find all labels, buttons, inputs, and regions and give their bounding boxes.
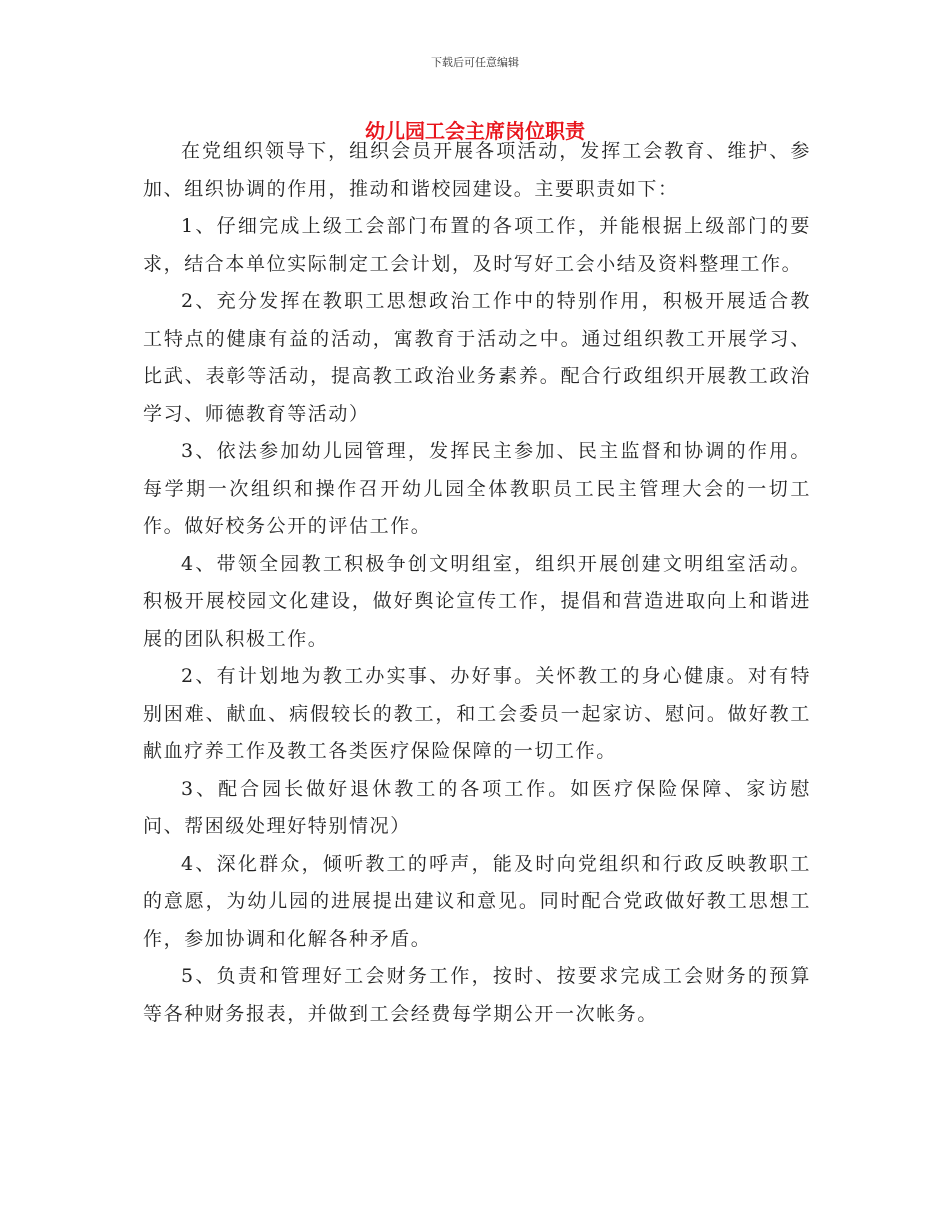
duty-paragraph-1: 1、仔细完成上级工会部门布置的各项工作，并能根据上级部门的要求，结合本单位实际制定工会计划，及时写好工会小结及资料整理工作。: [143, 215, 811, 275]
duty-paragraph-3: 3、依法参加幼儿园管理，发挥民主参加、民主监督和协调的作用。每学期一次组织和操作召开幼儿园全体教职员工民主管理大会的一切工作。做好校务公开的评估工作。: [143, 440, 811, 537]
duty-paragraph-7: 4、深化群众，倾听教工的呼声，能及时向党组织和行政反映教职工的意愿，为幼儿园的进展提出建议和意见。同时配合党政做好教工思想工作，参加协调和化解各种矛盾。: [143, 852, 811, 950]
document-body: [143, 133, 811, 1033]
header-note: 下载后可任意编辑: [431, 56, 519, 69]
intro-paragraph: 在党组织领导下，组织会员开展各项活动，发挥工会教育、维护、参加、组织协调的作用，推动和谐校园建设。主要职责如下：: [143, 140, 811, 200]
duty-paragraph-4: 4、带领全园教工积极争创文明组室，组织开展创建文明组室活动。积极开展校园文化建设，做好舆论宣传工作，提倡和营造进取向上和谐进展的团队积极工作。: [143, 552, 811, 650]
document-title: 幼儿园工会主席岗位职责: [365, 119, 585, 143]
duty-paragraph-6: 3、配合园长做好退休教工的各项工作。如医疗保险保障、家访慰问、帮困级处理好特别情况）: [143, 777, 811, 837]
duty-paragraph-5: 2、有计划地为教工办实事、办好事。关怀教工的身心健康。对有特别困难、献血、病假较长的教工，和工会委员一起家访、慰问。做好教工献血疗养工作及教工各类医疗保险保障的一切工作。: [143, 665, 811, 762]
duty-paragraph-8: 5、负责和管理好工会财务工作，按时、按要求完成工会财务的预算等各种财务报表，并做到工会经费每学期公开一次帐务。: [143, 965, 811, 1025]
duty-paragraph-2: 2、充分发挥在教职工思想政治工作中的特别作用，积极开展适合教工特点的健康有益的活动，寓教育于活动之中。通过组织教工开展学习、比武、表彰等活动，提高教工政治业务素养。配合行政组织开展教工政治学习、师德教育等活动）: [143, 290, 811, 425]
